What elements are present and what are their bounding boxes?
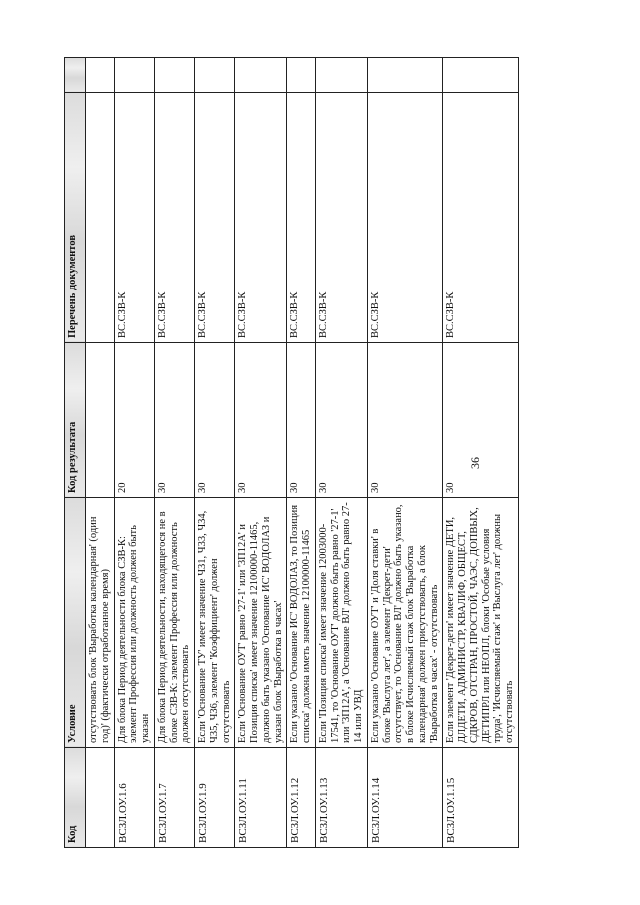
page-number: 36 <box>468 457 482 469</box>
row-extra <box>443 58 519 93</box>
table-header-row <box>65 58 86 848</box>
row-code: ВСЗЛ.ОУ.1.11 <box>235 748 287 848</box>
header-documents: Перечень документов <box>65 93 86 343</box>
row-code: ВСЗЛ.ОУ.1.12 <box>287 748 316 848</box>
row-condition: Если указано 'Основание ИС' ВОДОЛАЗ, то Позиция списка' должна иметь значение 12100000-11465 <box>287 498 316 748</box>
row-documents: ВС.СЗВ-К <box>154 93 194 343</box>
table-rotator <box>64 58 515 848</box>
table-row <box>195 58 235 848</box>
row-result: 30 <box>195 343 235 498</box>
row-condition: Если 'Основание ТУ' имеет значение Ч31, Ч33, Ч34, Ч35, Ч36, элемент 'Коэффициент' должен отсутствовать <box>195 498 235 748</box>
row-code: ВСЗЛ.ОУ.1.15 <box>443 748 519 848</box>
row-documents: ВС.СЗВ-К <box>367 93 443 343</box>
row-extra <box>367 58 443 93</box>
row-code <box>86 748 115 848</box>
row-extra <box>195 58 235 93</box>
table-row <box>367 58 443 848</box>
row-extra <box>154 58 194 93</box>
row-extra <box>287 58 316 93</box>
row-extra <box>315 58 367 93</box>
table-row <box>235 58 287 848</box>
header-result: Код результата <box>65 343 86 498</box>
row-extra <box>86 58 115 93</box>
table-row <box>443 58 519 848</box>
row-condition: Если элемент 'Декрет-дети' имеет значение ДЕТИ, ДЛДЕТИ, АДМИНИСТР, КВАЛИФ, ОБЩЕСТ, СДКРОВ, ОТСТРАН, ПРОСТОЙ, ЧАЭС, ДОПВЫХ, ДЕТИПРЛ или НЕОПЛ, блоки 'Особые условия труда', 'Исчисляемый стаж' и 'Выслуга лет' должны отсутствовать <box>443 498 519 748</box>
row-code: ВСЗЛ.ОУ.1.9 <box>195 748 235 848</box>
table-row <box>315 58 367 848</box>
table-row <box>86 58 115 848</box>
row-condition: отсутствовать блок 'Выработка календарная' (один год)' (фактически отработанное время) <box>86 498 115 748</box>
row-result <box>86 343 115 498</box>
row-code: ВСЗЛ.ОУ.1.14 <box>367 748 443 848</box>
row-code: ВСЗЛ.ОУ.1.6 <box>114 748 154 848</box>
row-extra <box>235 58 287 93</box>
row-condition: Если указано 'Основание ОУТ' и 'Доля ставки' в блоке 'Выслуга лет', а элемент 'Декрет-дети' отсутствует, то 'Основание ВЛ' должно быть указано, в блоке Исчисляемый стаж блок 'Выработка календарная' должен присутствовать, а блок 'Выработка в часах' - отсутствовать <box>367 498 443 748</box>
row-result: 30 <box>154 343 194 498</box>
row-result: 30 <box>287 343 316 498</box>
row-result: 20 <box>114 343 154 498</box>
table-row <box>114 58 154 848</box>
table-row <box>287 58 316 848</box>
validation-rules-table <box>64 57 519 848</box>
row-code: ВСЗЛ.ОУ.1.13 <box>315 748 367 848</box>
header-extra <box>65 58 86 93</box>
row-result: 30 <box>315 343 367 498</box>
row-documents: ВС.СЗВ-К <box>235 93 287 343</box>
row-extra <box>114 58 154 93</box>
row-condition: Если 'Позиция списка' имеет значение 12003000-17541, то 'Основание ОУТ' должно быть равно '27-1' или '3П12А', а 'Основание ВЛ' должно быть равно 27-14 или УВД <box>315 498 367 748</box>
row-condition: Если 'Основание ОУТ' равно '27-1' или '3П12А' и Позиция списка' имеет значение 12100000-11465, должно быть указано 'Основание ИС' ВОДОЛАЗ и указан блок 'Выработка в часах' <box>235 498 287 748</box>
row-documents: ВС.СЗВ-К <box>315 93 367 343</box>
row-condition: Для блока Период деятельности, находящегося не в блоке СЗВ-К: элемент Профессия или должность должен отсутствовать <box>154 498 194 748</box>
table-frame <box>64 58 515 848</box>
row-documents: ВС.СЗВ-К <box>114 93 154 343</box>
row-code: ВСЗЛ.ОУ.1.7 <box>154 748 194 848</box>
header-condition: Условие <box>65 498 86 748</box>
row-documents <box>86 93 115 343</box>
row-result: 30 <box>443 343 519 498</box>
row-result: 30 <box>367 343 443 498</box>
table-row <box>154 58 194 848</box>
row-result: 30 <box>235 343 287 498</box>
row-documents: ВС.СЗВ-К <box>195 93 235 343</box>
row-documents: ВС.СЗВ-К <box>287 93 316 343</box>
row-condition: Для блока Период деятельности блока СЗВ-К: элемент Профессия или должность должен быть указан <box>114 498 154 748</box>
header-code: Код <box>65 748 86 848</box>
row-documents: ВС.СЗВ-К <box>443 93 519 343</box>
